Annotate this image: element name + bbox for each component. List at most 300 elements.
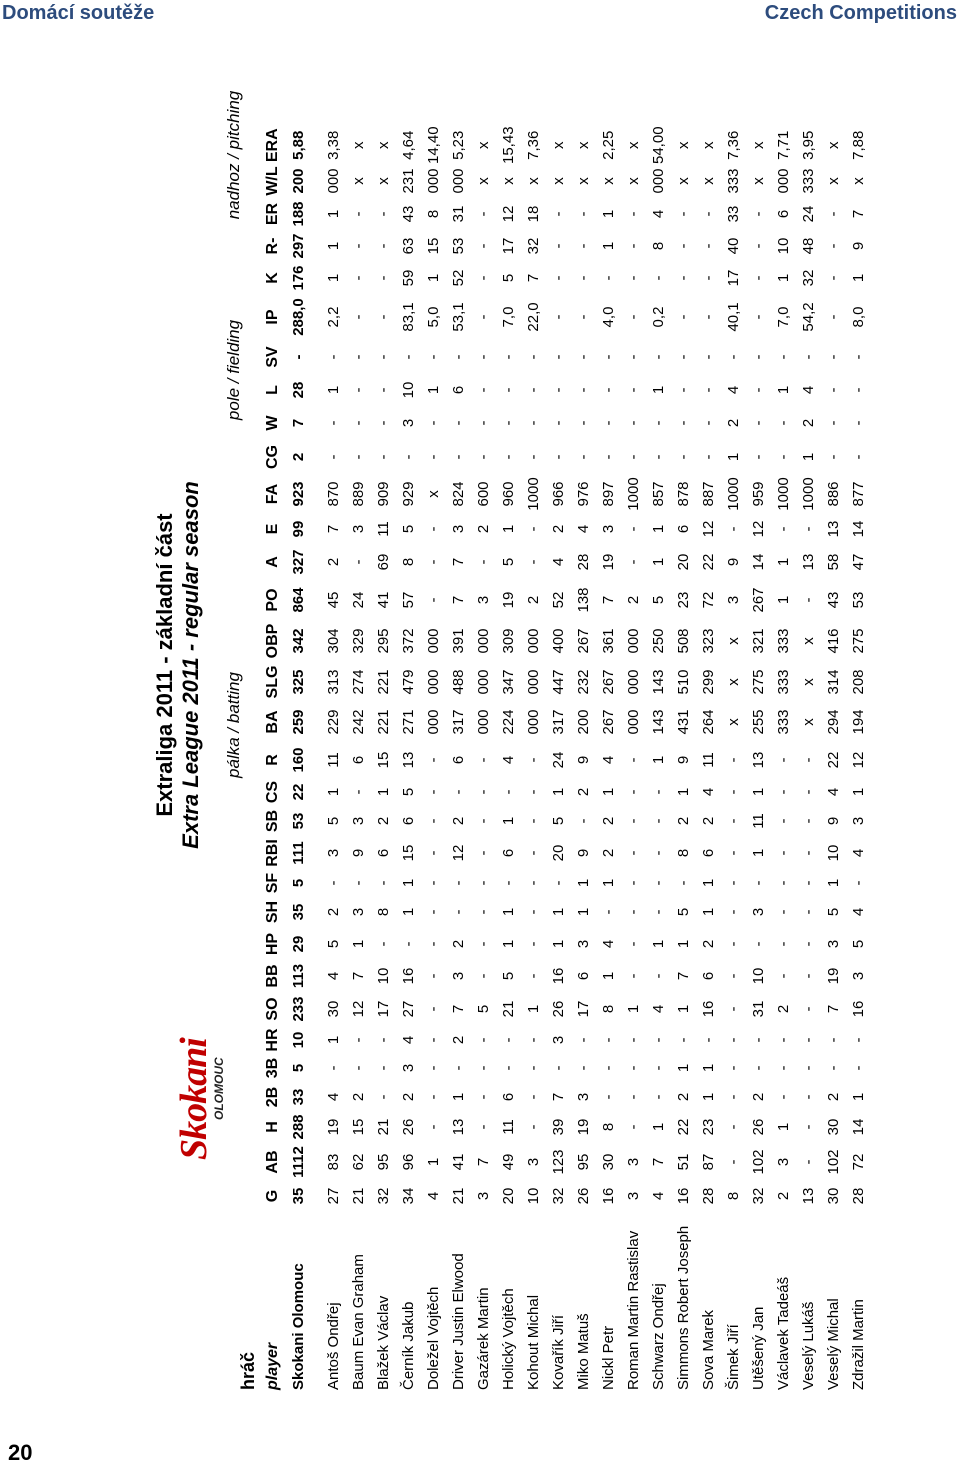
stat-cell: -: [850, 387, 867, 393]
stat-cell: -: [650, 973, 667, 979]
page-number: 20: [8, 1440, 33, 1465]
stat-cell: 7: [475, 1157, 492, 1167]
stat-cell: 1: [700, 878, 717, 888]
team-logo: [172, 1040, 238, 1160]
stat-cell: -: [425, 850, 442, 856]
stat-cell: 63: [400, 237, 417, 255]
stat-cell: 1: [425, 385, 442, 395]
stat-cell: 2: [600, 848, 617, 858]
stat-cell: 2: [675, 1092, 692, 1102]
stat-cell: 30: [600, 1153, 617, 1171]
stat-cell: -: [825, 1065, 842, 1071]
stat-cell: x: [700, 141, 717, 149]
stat-cell: 0,2: [650, 306, 667, 328]
stat-cell: -: [575, 387, 592, 393]
stat-cell: 1: [775, 385, 792, 395]
stat-cell: x: [575, 141, 592, 149]
stat-cell: x: [525, 177, 542, 185]
stat-cell: 9: [725, 557, 742, 567]
stat-cell: -: [650, 789, 667, 795]
column-header: ER: [264, 202, 281, 226]
stat-cell: -: [375, 1065, 392, 1071]
stat-cell: 275: [750, 669, 767, 695]
stat-cell: 299: [700, 669, 717, 695]
stat-cell: -: [625, 818, 642, 824]
stat-cell: 4: [725, 385, 742, 395]
stat-cell: 4: [700, 787, 717, 797]
stat-cell: x: [825, 177, 842, 185]
header-row: [260, 126, 286, 1390]
stat-cell: 33: [725, 205, 742, 223]
stat-cell: 22: [290, 783, 307, 801]
stat-cell: 4: [650, 209, 667, 219]
stat-cell: 2: [375, 816, 392, 826]
stat-cell: -: [525, 1065, 542, 1071]
stat-cell: 5: [325, 939, 342, 949]
stat-cell: -: [425, 880, 442, 886]
stat-cell: 2: [450, 816, 467, 826]
stat-cell: 7: [350, 971, 367, 981]
player-name: Zdražil Martin: [850, 1299, 867, 1390]
stat-cell: 200: [575, 709, 592, 735]
stat-cell: -: [525, 850, 542, 856]
stat-cell: 000: [525, 669, 542, 695]
stat-cell: -: [775, 880, 792, 886]
stat-cell: 323: [700, 628, 717, 654]
stat-cell: -: [575, 314, 592, 320]
stat-cell: 4: [575, 524, 592, 534]
player-row: [446, 126, 471, 1390]
stat-cell: 39: [550, 1118, 567, 1136]
stat-cell: 5,0: [425, 306, 442, 328]
stat-cell: 000: [775, 168, 792, 194]
player-name: Kovařík Jiří: [550, 1314, 567, 1390]
stat-cell: -: [600, 354, 617, 360]
stat-cell: 2: [625, 595, 642, 605]
stat-cell: 1000: [625, 477, 642, 511]
stat-cell: 9: [350, 848, 367, 858]
stat-cell: 5: [400, 787, 417, 797]
stat-cell: 11: [700, 752, 717, 768]
player-header-cz: hráč: [238, 1351, 258, 1390]
stat-cell: 34: [400, 1187, 417, 1205]
player-row: [796, 126, 821, 1390]
stat-cell: -: [425, 818, 442, 824]
column-header: HR: [264, 1028, 281, 1052]
stat-cell: 4,0: [600, 306, 617, 328]
player-row: [671, 126, 696, 1390]
stat-cell: -: [500, 354, 517, 360]
stat-cell: -: [700, 314, 717, 320]
stat-cell: 8: [600, 1122, 617, 1132]
stat-cell: 333: [725, 168, 742, 194]
player-name: Veselý Lukáš: [800, 1301, 817, 1390]
stat-cell: -: [625, 1094, 642, 1100]
stat-cell: 267: [600, 669, 617, 695]
stat-cell: 274: [350, 669, 367, 695]
stat-cell: -: [525, 354, 542, 360]
stat-cell: -: [525, 818, 542, 824]
stat-cell: -: [675, 1037, 692, 1043]
stat-cell: 11: [325, 752, 342, 768]
stat-cell: 000: [625, 709, 642, 735]
stat-cell: 000: [425, 628, 442, 654]
stat-cell: -: [500, 420, 517, 426]
stat-cell: -: [290, 354, 307, 360]
stat-cell: 7: [290, 418, 307, 428]
stat-cell: 229: [325, 709, 342, 735]
stat-cell: 1: [825, 878, 842, 888]
stat-cell: -: [450, 420, 467, 426]
stat-cell: 1: [675, 1004, 692, 1014]
stat-cell: 4: [800, 385, 817, 395]
stat-cell: -: [800, 818, 817, 824]
stat-cell: 317: [450, 709, 467, 735]
stat-cell: -: [775, 454, 792, 460]
stat-cell: 1: [650, 524, 667, 534]
stat-cell: -: [800, 909, 817, 915]
stat-cell: -: [525, 880, 542, 886]
player-row: [371, 126, 396, 1390]
stat-cell: 8,0: [850, 306, 867, 328]
stat-cell: -: [800, 850, 817, 856]
stat-cell: 20: [550, 844, 567, 862]
stat-cell: 000: [625, 669, 642, 695]
stat-cell: 1: [775, 557, 792, 567]
stat-cell: -: [425, 941, 442, 947]
stat-cell: 1: [675, 1063, 692, 1073]
stat-cell: 295: [375, 628, 392, 654]
stat-cell: -: [525, 1094, 542, 1100]
stat-cell: -: [375, 387, 392, 393]
logo-city: OLOMOUC: [212, 1057, 226, 1120]
stat-cell: 8: [425, 209, 442, 219]
stat-cell: 1: [650, 557, 667, 567]
stat-cell: -: [750, 387, 767, 393]
stat-cell: -: [625, 1065, 642, 1071]
stat-cell: 1: [600, 209, 617, 219]
stat-cell: -: [375, 880, 392, 886]
stat-cell: -: [625, 973, 642, 979]
stat-cell: -: [625, 387, 642, 393]
stat-cell: -: [800, 1006, 817, 1012]
stat-cell: 976: [575, 481, 592, 507]
stat-cell: 9: [825, 816, 842, 826]
stat-cell: 327: [290, 549, 307, 575]
stat-cell: -: [850, 1065, 867, 1071]
stat-cell: 1: [500, 907, 517, 917]
stat-cell: 267: [575, 628, 592, 654]
column-header: 2B: [264, 1086, 281, 1108]
stat-cell: 3: [450, 971, 467, 981]
stat-cell: 7: [675, 971, 692, 981]
player-name: Veselý Michal: [825, 1298, 842, 1390]
stat-cell: -: [650, 818, 667, 824]
stat-cell: -: [450, 880, 467, 886]
stat-cell: 6: [675, 524, 692, 534]
column-header: BB: [264, 964, 281, 988]
stat-cell: -: [775, 757, 792, 763]
player-name: Šimek Jiří: [725, 1324, 742, 1390]
stat-cell: 2: [775, 1191, 792, 1201]
stat-cell: -: [550, 387, 567, 393]
stat-cell: 52: [550, 591, 567, 609]
stat-cell: x: [750, 141, 767, 149]
stat-cell: -: [750, 454, 767, 460]
stat-cell: 176: [290, 265, 307, 291]
stat-cell: 7,88: [850, 130, 867, 160]
stat-cell: 321: [750, 628, 767, 654]
stat-cell: 5: [290, 878, 307, 888]
stat-cell: x: [625, 141, 642, 149]
stat-cell: 416: [825, 628, 842, 654]
stat-cell: 600: [475, 481, 492, 507]
stat-cell: 231: [400, 168, 417, 194]
stat-cell: -: [675, 314, 692, 320]
stat-cell: 41: [450, 1153, 467, 1171]
stat-cell: 4: [600, 755, 617, 765]
stat-cell: -: [675, 354, 692, 360]
stat-cell: -: [550, 354, 567, 360]
stat-cell: -: [375, 1037, 392, 1043]
stat-cell: -: [500, 1037, 517, 1043]
stat-cell: 5: [290, 1063, 307, 1073]
stat-cell: 508: [675, 628, 692, 654]
stat-cell: 96: [400, 1153, 417, 1171]
player-name: Antoš Ondřej: [325, 1302, 342, 1390]
stat-cell: -: [825, 314, 842, 320]
stat-cell: 288: [290, 1114, 307, 1140]
stat-cell: -: [825, 454, 842, 460]
stat-cell: -: [575, 1065, 592, 1071]
column-header: OBP: [264, 623, 281, 659]
stat-cell: -: [650, 880, 667, 886]
stat-cell: 2: [775, 1004, 792, 1014]
stat-cell: 1: [525, 1004, 542, 1014]
stat-cell: 11: [750, 813, 767, 829]
stat-cell: 1: [325, 209, 342, 219]
stat-cell: 29: [290, 935, 307, 953]
stat-cell: 32: [375, 1187, 392, 1205]
stat-cell: 2: [350, 1092, 367, 1102]
stat-cell: -: [725, 1037, 742, 1043]
stat-cell: 1: [650, 1122, 667, 1132]
stat-cell: 1: [600, 787, 617, 797]
stat-cell: -: [375, 211, 392, 217]
stat-cell: 2: [290, 452, 307, 462]
stat-cell: 53,1: [450, 302, 467, 332]
stat-cell: -: [350, 314, 367, 320]
stat-cell: -: [475, 757, 492, 763]
stat-cell: 40,1: [725, 302, 742, 332]
stat-cell: 12: [750, 520, 767, 538]
stat-cell: 83: [325, 1153, 342, 1171]
stat-cell: -: [350, 1065, 367, 1071]
stat-cell: 264: [700, 709, 717, 735]
stat-cell: 19: [500, 591, 517, 609]
stat-cell: -: [775, 941, 792, 947]
column-header: RBI: [264, 839, 281, 867]
stat-cell: 333: [775, 709, 792, 735]
stat-cell: 000: [650, 168, 667, 194]
stat-cell: -: [800, 757, 817, 763]
stat-cell: 16: [700, 1000, 717, 1018]
stat-cell: 000: [325, 168, 342, 194]
stat-cell: 16: [675, 1187, 692, 1205]
stat-cell: 1: [325, 273, 342, 283]
column-header: W: [264, 415, 281, 431]
stat-cell: 232: [575, 669, 592, 695]
stat-cell: 000: [475, 709, 492, 735]
stat-cell: 8: [400, 557, 417, 567]
stat-cell: x: [825, 141, 842, 149]
stat-cell: 510: [675, 669, 692, 695]
stat-cell: x: [800, 637, 817, 645]
stat-cell: -: [750, 941, 767, 947]
stat-cell: 2: [450, 1035, 467, 1045]
stat-cell: -: [600, 1037, 617, 1043]
player-name: Václavek Tadeáš: [775, 1276, 792, 1390]
column-header: IP: [264, 309, 281, 325]
stat-cell: 30: [325, 1000, 342, 1018]
title-block: [152, 50, 204, 1390]
stat-cell: -: [475, 454, 492, 460]
stat-cell: 9: [675, 755, 692, 765]
stat-cell: x: [375, 177, 392, 185]
stat-cell: -: [750, 1065, 767, 1071]
stat-cell: -: [725, 757, 742, 763]
stat-cell: 3,38: [325, 130, 342, 160]
stat-cell: -: [825, 1037, 842, 1043]
stat-cell: -: [750, 354, 767, 360]
stat-cell: 3: [350, 524, 367, 534]
stat-cell: -: [825, 275, 842, 281]
stat-cell: -: [725, 1065, 742, 1071]
stat-cell: 2: [825, 1092, 842, 1102]
stat-cell: -: [600, 1094, 617, 1100]
stat-cell: 909: [375, 481, 392, 507]
stat-cell: 10: [750, 967, 767, 985]
stat-cell: 5: [400, 524, 417, 534]
stat-cell: 1: [675, 939, 692, 949]
stat-cell: -: [775, 420, 792, 426]
stat-cell: 8: [725, 1191, 742, 1201]
stat-cell: -: [475, 941, 492, 947]
stat-cell: 57: [400, 591, 417, 609]
section-title-en: Czech Competitions: [764, 2, 957, 24]
stat-cell: -: [725, 818, 742, 824]
stat-cell: -: [375, 275, 392, 281]
stat-cell: -: [350, 420, 367, 426]
stat-cell: 17: [575, 1000, 592, 1018]
stat-cell: -: [750, 243, 767, 249]
stat-cell: 160: [290, 747, 307, 773]
stat-cell: -: [600, 1065, 617, 1071]
stat-cell: 2: [750, 1092, 767, 1102]
stat-cell: 15: [350, 1118, 367, 1136]
stat-cell: -: [450, 789, 467, 795]
stat-cell: 30: [825, 1187, 842, 1205]
stat-cell: 83,1: [400, 302, 417, 332]
stat-cell: -: [700, 354, 717, 360]
stat-cell: -: [525, 454, 542, 460]
stat-cell: 4: [650, 1191, 667, 1201]
stat-cell: 6: [450, 755, 467, 765]
stat-cell: 15: [375, 751, 392, 769]
stat-cell: -: [650, 354, 667, 360]
stat-cell: 7: [450, 595, 467, 605]
stat-cell: -: [425, 354, 442, 360]
stat-cell: 22: [700, 553, 717, 571]
stat-cell: -: [375, 314, 392, 320]
column-header: A: [264, 556, 281, 568]
stat-cell: 6: [700, 848, 717, 858]
stat-cell: -: [525, 789, 542, 795]
stat-cell: 2: [550, 524, 567, 534]
stat-cell: -: [375, 941, 392, 947]
stat-cell: -: [675, 880, 692, 886]
stat-cell: 3: [575, 939, 592, 949]
stat-cell: 28: [850, 1187, 867, 1205]
rotated-stats-page: [142, 50, 917, 1390]
stat-cell: 1: [650, 385, 667, 395]
stat-cell: 4: [400, 1035, 417, 1045]
stat-cell: 1: [850, 1092, 867, 1102]
stat-cell: -: [800, 941, 817, 947]
stat-cell: 1: [575, 878, 592, 888]
stat-cell: 000: [450, 168, 467, 194]
stat-cell: 3: [525, 1157, 542, 1167]
stat-cell: 58: [825, 553, 842, 571]
stat-cell: 13: [800, 553, 817, 571]
player-header-en: player: [264, 1342, 281, 1390]
stat-cell: 15: [425, 237, 442, 255]
stat-cell: -: [400, 941, 417, 947]
stat-cell: -: [350, 354, 367, 360]
column-header: ERA: [264, 128, 281, 163]
stat-cell: -: [350, 559, 367, 565]
stat-cell: 3: [450, 524, 467, 534]
stat-cell: 1: [350, 939, 367, 949]
stat-cell: -: [750, 1037, 767, 1043]
stat-cell: 361: [600, 628, 617, 654]
stat-cell: -: [700, 387, 717, 393]
stat-cell: -: [650, 275, 667, 281]
stat-cell: 889: [350, 481, 367, 507]
stat-cell: -: [550, 243, 567, 249]
stat-cell: 5: [325, 816, 342, 826]
stat-cell: 16: [600, 1187, 617, 1205]
stat-cell: -: [475, 243, 492, 249]
stat-cell: 1: [325, 385, 342, 395]
stat-cell: 297: [290, 233, 307, 259]
stat-cell: 6: [500, 848, 517, 858]
stat-cell: 1: [400, 907, 417, 917]
stat-cell: 200: [290, 168, 307, 194]
stat-cell: 313: [325, 669, 342, 695]
stat-cell: -: [600, 387, 617, 393]
stat-cell: -: [850, 454, 867, 460]
stat-cell: -: [475, 420, 492, 426]
stat-cell: -: [550, 880, 567, 886]
stat-cell: 10: [825, 844, 842, 862]
stat-cell: 5: [500, 971, 517, 981]
stat-cell: 87: [700, 1153, 717, 1171]
stat-cell: 24: [550, 751, 567, 769]
stat-cell: -: [375, 454, 392, 460]
stat-cell: -: [475, 1037, 492, 1043]
stat-cell: 19: [825, 967, 842, 985]
